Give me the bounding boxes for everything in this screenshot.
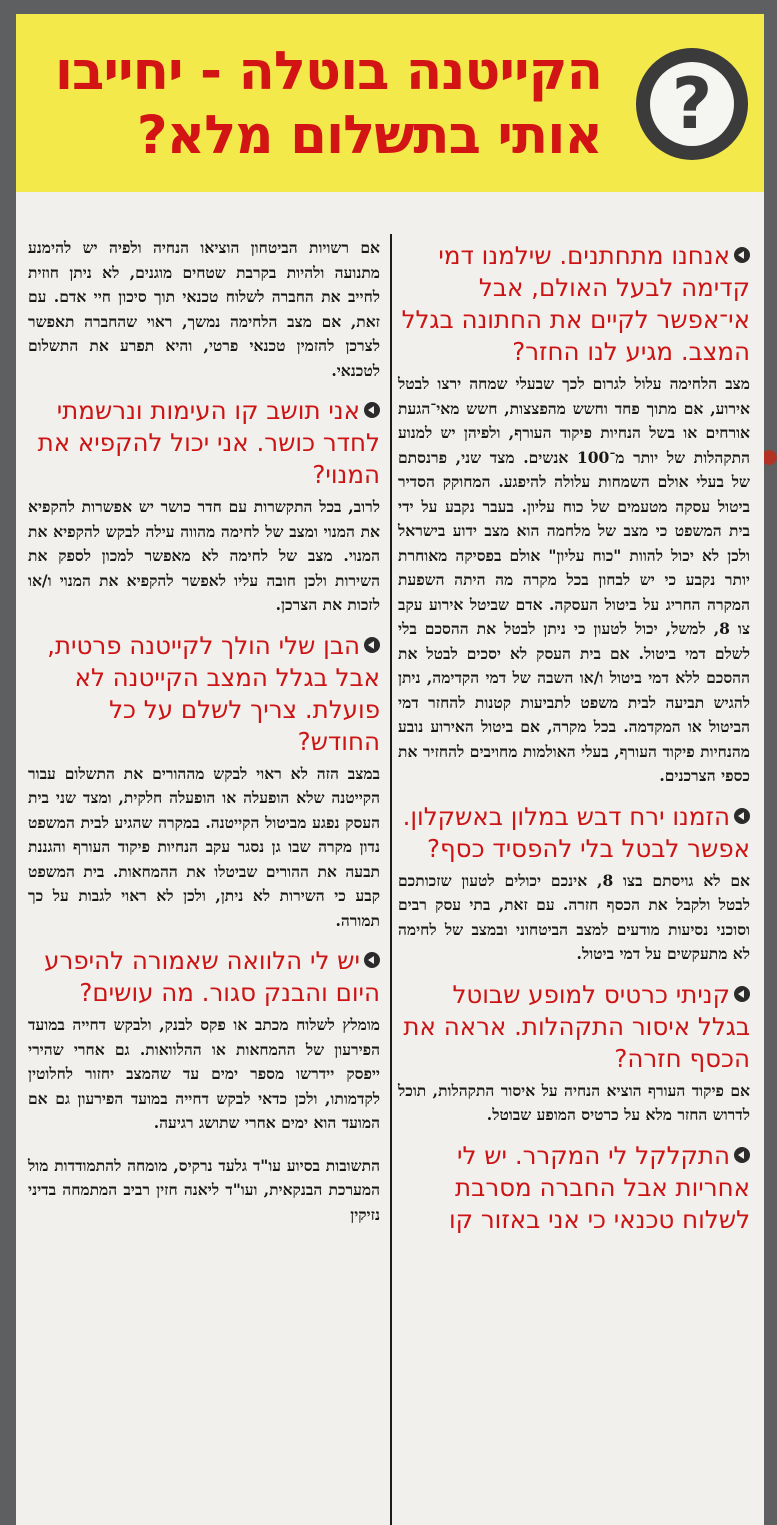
question-text: יש לי הלוואה שאמורה להיפרע היום והבנק סגור. מה עושים? [44,946,380,1007]
answer-text: אם לא גויסתם בצו 8, אינכם יכולים לטעון שזכותכם לבטל ולקבל את הכסף חזרה. עם זאת, בתי עסק רבים וסוכני נסיעות מודעים למצב הביטחוני ובמצב של לחימה לא מתעקשים על דמי ביטול. [398,870,750,963]
newspaper-article [16,14,764,1525]
question-text: התקלקל לי המקרר. יש לי אחריות אבל החברה מסרבת לשלוח טכנאי כי אני באזור קו [448,1140,750,1234]
arrow-bullet-icon [364,637,380,653]
question-heading [28,630,380,758]
headline-line-1: הקייטנה בוטלה - יחייבו [54,41,602,102]
answer-text-continued: אם רשויות הביטחון הוציאו הנחיה ולפיה יש להימנע מתנועה ולהיות בקרבת שטחים מוגנים, לא ניתן חוזית לחייב את החברה לשלוח טכנאי תוך סיכון חיי אדם. עם זאת, אם מצב הלחימה נמשך, ראוי שהחברה תאפשר לצרכן להזמין טכנאי פרטי, והיא תפרע את התשלום לטכנאי. [28,238,380,380]
headline-line-2: אותי בתשלום מלא? [136,105,602,166]
qa-block [398,801,750,967]
question-heading [398,979,750,1075]
qa-block [398,1140,750,1236]
arrow-bullet-icon [364,402,380,418]
arrow-bullet-icon [734,1147,750,1163]
qa-block [398,240,750,789]
headline-banner [16,14,764,192]
question-heading [28,945,380,1009]
right-column [398,240,750,1240]
arrow-bullet-icon [734,808,750,824]
question-mark-icon [636,48,748,160]
qa-block [28,630,380,934]
question-text: קניתי כרטיס למופע שבוטל בגלל איסור התקהלות. אראה את הכסף חזרה? [403,979,750,1073]
answer-text: מצב הלחימה עלול לגרום לכך שבעלי שמחה ירצו לבטל אירוע, אם מתוך פחד וחשש מהפצצות, חשש מאי־הגעת אורחים או בשל הנחיות פיקוד העורף, ולפיהן יש למנוע התקהלות של יותר מ־100 אנשים. מצד שני, פרנסתם של בעלי אולם השמחות עלולה להיפגע. המחוקק הסדיר ביטול עסקה מטעמים של כוח עליון. בעבר נקבע על ידי בית המשפט כי מצב של מלחמה הוא מצב ידוע בישראל ולכן לא יכול להוות "כוח עליון" אולם בפסיקה מאוחרת יותר נקבע כי יש לבחון בכל מקרה מה היתה השפעת המקרה החריג על ביטול העסקה. אדם שביטל אירוע עקב צו 8, למשל, יכול לטעון כי ניתן לבטל את ההסכם בלי לשלם דמי ביטול. אם בית העסק לא יסכים לבטל את ההסכם ללא דמי ביטול ו/או השבה של דמי הקדימה, ניתן להגיש תביעה לבית משפט לתביעות קטנות להחזר דמי הביטול או המקדמה. בכל מקרה, אם ביטול האירוע נובע מהנחיות פיקוד העורף, בעלי האולמות מחויבים להחזיר את כספי הצרכנים. [398,374,751,785]
question-heading [398,801,750,865]
question-heading [28,395,380,491]
answer-text: במצב הזה לא ראוי לבקש מההורים את התשלום עבור הקייטנה שלא הופעלה או הופעלה חלקית, ומצד שני בית העסק נפגע מביטול הקייטנה. במקרה שהגיע לבית המשפט נדון מקרה שבו גן נסגר עקב הנחיות פיקוד העורף והגננת תבעה את ההורים שביטלו את ההמחאות. בית המשפט קבע כי השירות לא ניתן, ולכן לא ראוי לגבות על כך תמורה. [28,763,380,930]
question-text: אנחנו מתחתנים. שילמנו דמי קדימה לבעל האולם, אבל אי־אפשר לקיים את החתונה בגלל המצב. מגיע לנו החזר? [401,241,750,366]
credits: התשובות בסיוע עו"ד גלעד נרקיס, מומחה להתמודדות מול המערכת הבנקאית, ועו"ד ליאנה חזין רביב המתמחה בדיני נזיקין [28,1155,380,1224]
question-mark-glyph: ? [650,62,734,146]
question-heading [398,240,750,368]
column-divider [390,234,392,1525]
arrow-bullet-icon [734,247,750,263]
headline [42,40,602,168]
question-text: הבן שלי הולך לקייטנה פרטית, אבל בגלל המצב הקייטנה לא פועלת. צריך לשלם על כל החודש? [47,630,380,756]
qa-block [398,979,750,1128]
question-text: אני תושב קו העימות ונרשמתי לחדר כושר. אני יכול להקפיא את המנוי? [37,396,380,489]
qa-block [28,945,380,1136]
question-text: הזמנו ירח דבש במלון באשקלון. אפשר לבטל בלי להפסיד כסף? [402,801,750,863]
question-heading [398,1140,750,1236]
answer-text: מומלץ לשלוח מכתב או פקס לבנק, ולבקש דחייה במועד הפירעון של ההמחאות או ההלוואות. גם אחרי שהירי ייפסק יידרשו מספר ימים עד שהמצב יחזור לחלוטין לקדמותו, ולכן כדאי לבקש דחייה במועד הפירעון גם אם המועד הוא ימים אחרי שתושג רגיעה. [28,1015,380,1132]
answer-text: לרוב, בכל התקשרות עם חדר כושר יש אפשרות להקפיא את המנוי ומצב של לחימה מהווה עילה לבקש להקפיא את המנוי. מצב של לחימה לא מאפשר למכון לספק את השירות ולכן חובה עליו לאפשר להקפיא את המנוי ו/או לזכות את הצרכן. [28,497,380,614]
answer-text: אם פיקוד העורף הוציא הנחיה על איסור התקהלות, תוכל לדרוש החזר מלא על כרטיס המופע שבוטל. [398,1080,750,1124]
arrow-bullet-icon [364,952,380,968]
left-column [28,236,380,1243]
qa-block [28,395,380,618]
arrow-bullet-icon [734,986,750,1002]
